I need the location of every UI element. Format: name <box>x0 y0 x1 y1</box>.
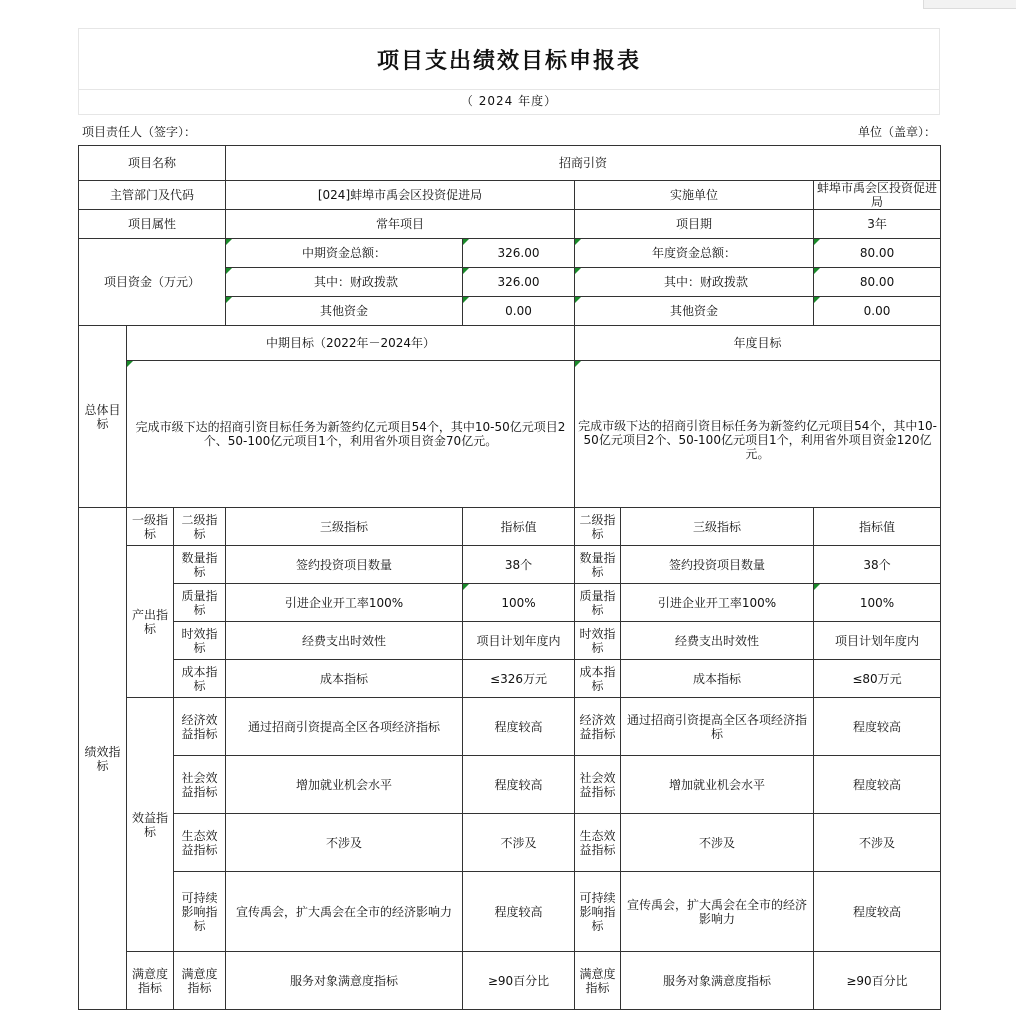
mid-total-value: 326.00 <box>463 239 575 268</box>
level3-year-cell: 引进企业开工率100% <box>621 584 814 622</box>
form-title: 项目支出绩效目标申报表 <box>78 28 940 89</box>
signature-line <box>78 115 940 145</box>
value-year-cell: 100% <box>814 584 941 622</box>
effect-indicator-label: 效益指标 <box>127 698 174 952</box>
level3-mid-cell: 成本指标 <box>226 660 463 698</box>
indicator-row <box>79 546 941 584</box>
level3-year-cell: 不涉及 <box>621 814 814 872</box>
viewer-top-bar <box>0 0 1016 26</box>
value-mid-cell: 38个 <box>463 546 575 584</box>
value-mid-cell: 不涉及 <box>463 814 575 872</box>
header-level3-year: 三级指标 <box>621 508 814 546</box>
implementing-unit-value: 蚌埠市禹会区投资促进局 <box>814 181 941 210</box>
level3-year-cell: 宣传禹会，扩大禹会在全市的经济影响力 <box>621 872 814 952</box>
level2-cell: 数量指标 <box>174 546 226 584</box>
year-goal-header: 年度目标 <box>575 326 941 361</box>
funds-label: 项目资金（万元） <box>79 239 226 326</box>
header-value-year: 指标值 <box>814 508 941 546</box>
level3-mid-cell: 增加就业机会水平 <box>226 756 463 814</box>
indicator-row <box>79 952 941 1010</box>
level2-year-cell: 时效指标 <box>575 622 621 660</box>
level2-year-cell: 质量指标 <box>575 584 621 622</box>
mid-goal-text: 完成市级下达的招商引资目标任务为新签约亿元项目54个，其中10-50亿元项目2个、50-100亿元项目1个，利用省外项目资金70亿元。 <box>127 361 575 508</box>
level2-year-cell: 经济效益指标 <box>575 698 621 756</box>
value-mid-cell: 程度较高 <box>463 756 575 814</box>
level3-year-cell: 签约投资项目数量 <box>621 546 814 584</box>
level2-cell: 满意度指标 <box>174 952 226 1010</box>
level3-mid-cell: 签约投资项目数量 <box>226 546 463 584</box>
mid-other-label: 其他资金 <box>226 297 463 326</box>
project-name-label: 项目名称 <box>79 146 226 181</box>
value-year-cell: ≥90百分比 <box>814 952 941 1010</box>
overall-goal-label: 总体目标 <box>79 326 127 508</box>
performance-indicator-label: 绩效指标 <box>79 508 127 1010</box>
department-label: 主管部门及代码 <box>79 181 226 210</box>
mid-fiscal-label: 其中：财政拨款 <box>226 268 463 297</box>
indicator-row <box>79 660 941 698</box>
level2-year-cell: 社会效益指标 <box>575 756 621 814</box>
performance-goal-sheet <box>78 28 940 1010</box>
level2-cell: 质量指标 <box>174 584 226 622</box>
project-period-label: 项目期 <box>575 210 814 239</box>
level2-cell: 时效指标 <box>174 622 226 660</box>
value-year-cell: ≤80万元 <box>814 660 941 698</box>
level2-cell: 经济效益指标 <box>174 698 226 756</box>
level3-mid-cell: 服务对象满意度指标 <box>226 952 463 1010</box>
year-fiscal-label: 其中：财政拨款 <box>575 268 814 297</box>
level3-year-cell: 成本指标 <box>621 660 814 698</box>
department-value: [024]蚌埠市禹会区投资促进局 <box>226 181 575 210</box>
level3-year-cell: 服务对象满意度指标 <box>621 952 814 1010</box>
year-other-label: 其他资金 <box>575 297 814 326</box>
value-mid-cell: 程度较高 <box>463 698 575 756</box>
value-year-cell: 不涉及 <box>814 814 941 872</box>
year-other-value: 0.00 <box>814 297 941 326</box>
level2-cell: 成本指标 <box>174 660 226 698</box>
project-name-row <box>79 146 941 181</box>
level3-mid-cell: 通过招商引资提高全区各项经济指标 <box>226 698 463 756</box>
funds-total-row <box>79 239 941 268</box>
indicator-row <box>79 756 941 814</box>
responsible-person-label: 项目责任人（签字）： <box>82 125 197 139</box>
year-total-label: 年度资金总额： <box>575 239 814 268</box>
value-year-cell: 程度较高 <box>814 756 941 814</box>
level2-year-cell: 生态效益指标 <box>575 814 621 872</box>
viewer-corner-tab[interactable] <box>923 0 1016 9</box>
value-mid-cell: 100% <box>463 584 575 622</box>
goal-header-row <box>79 326 941 361</box>
value-year-cell: 38个 <box>814 546 941 584</box>
project-name-value: 招商引资 <box>226 146 941 181</box>
indicator-row <box>79 872 941 952</box>
unit-seal-label: 单位（盖章）： <box>857 125 936 139</box>
value-year-cell: 项目计划年度内 <box>814 622 941 660</box>
header-level3-mid: 三级指标 <box>226 508 463 546</box>
level3-mid-cell: 引进企业开工率100% <box>226 584 463 622</box>
value-mid-cell: ≤326万元 <box>463 660 575 698</box>
project-attribute-row <box>79 210 941 239</box>
mid-other-value: 0.00 <box>463 297 575 326</box>
department-row <box>79 181 941 210</box>
value-year-cell: 程度较高 <box>814 698 941 756</box>
level2-year-cell: 可持续影响指标 <box>575 872 621 952</box>
indicator-header-row <box>79 508 941 546</box>
level3-mid-cell: 经费支出时效性 <box>226 622 463 660</box>
value-mid-cell: 项目计划年度内 <box>463 622 575 660</box>
level3-mid-cell: 宣传禹会，扩大禹会在全市的经济影响力 <box>226 872 463 952</box>
header-level2-year: 二级指标 <box>575 508 621 546</box>
year-total-value: 80.00 <box>814 239 941 268</box>
level3-mid-cell: 不涉及 <box>226 814 463 872</box>
satisfaction-indicator-label: 满意度指标 <box>127 952 174 1010</box>
mid-fiscal-value: 326.00 <box>463 268 575 297</box>
indicator-row <box>79 622 941 660</box>
mid-total-label: 中期资金总额： <box>226 239 463 268</box>
level2-year-cell: 数量指标 <box>575 546 621 584</box>
indicator-row <box>79 814 941 872</box>
level3-year-cell: 增加就业机会水平 <box>621 756 814 814</box>
level3-year-cell: 通过招商引资提高全区各项经济指标 <box>621 698 814 756</box>
level2-year-cell: 成本指标 <box>575 660 621 698</box>
form-year-line: （ 2024 年度） <box>78 89 940 115</box>
goal-text-row <box>79 361 941 508</box>
level2-cell: 社会效益指标 <box>174 756 226 814</box>
implementing-unit-label: 实施单位 <box>575 181 814 210</box>
goal-table <box>78 145 941 1010</box>
project-period-value: 3年 <box>814 210 941 239</box>
level2-cell: 生态效益指标 <box>174 814 226 872</box>
indicator-row <box>79 584 941 622</box>
value-mid-cell: ≥90百分比 <box>463 952 575 1010</box>
level2-cell: 可持续影响指标 <box>174 872 226 952</box>
indicator-row <box>79 698 941 756</box>
header-level1: 一级指标 <box>127 508 174 546</box>
output-indicator-label: 产出指标 <box>127 546 174 698</box>
project-attribute-value: 常年项目 <box>226 210 575 239</box>
value-year-cell: 程度较高 <box>814 872 941 952</box>
mid-goal-header: 中期目标（2022年－2024年） <box>127 326 575 361</box>
value-mid-cell: 程度较高 <box>463 872 575 952</box>
header-level2: 二级指标 <box>174 508 226 546</box>
project-attribute-label: 项目属性 <box>79 210 226 239</box>
level2-year-cell: 满意度指标 <box>575 952 621 1010</box>
level3-year-cell: 经费支出时效性 <box>621 622 814 660</box>
year-fiscal-value: 80.00 <box>814 268 941 297</box>
year-goal-text: 完成市级下达的招商引资目标任务为新签约亿元项目54个，其中10-50亿元项目2个、50-100亿元项目1个，利用省外项目资金120亿元。 <box>575 361 941 508</box>
header-value-mid: 指标值 <box>463 508 575 546</box>
